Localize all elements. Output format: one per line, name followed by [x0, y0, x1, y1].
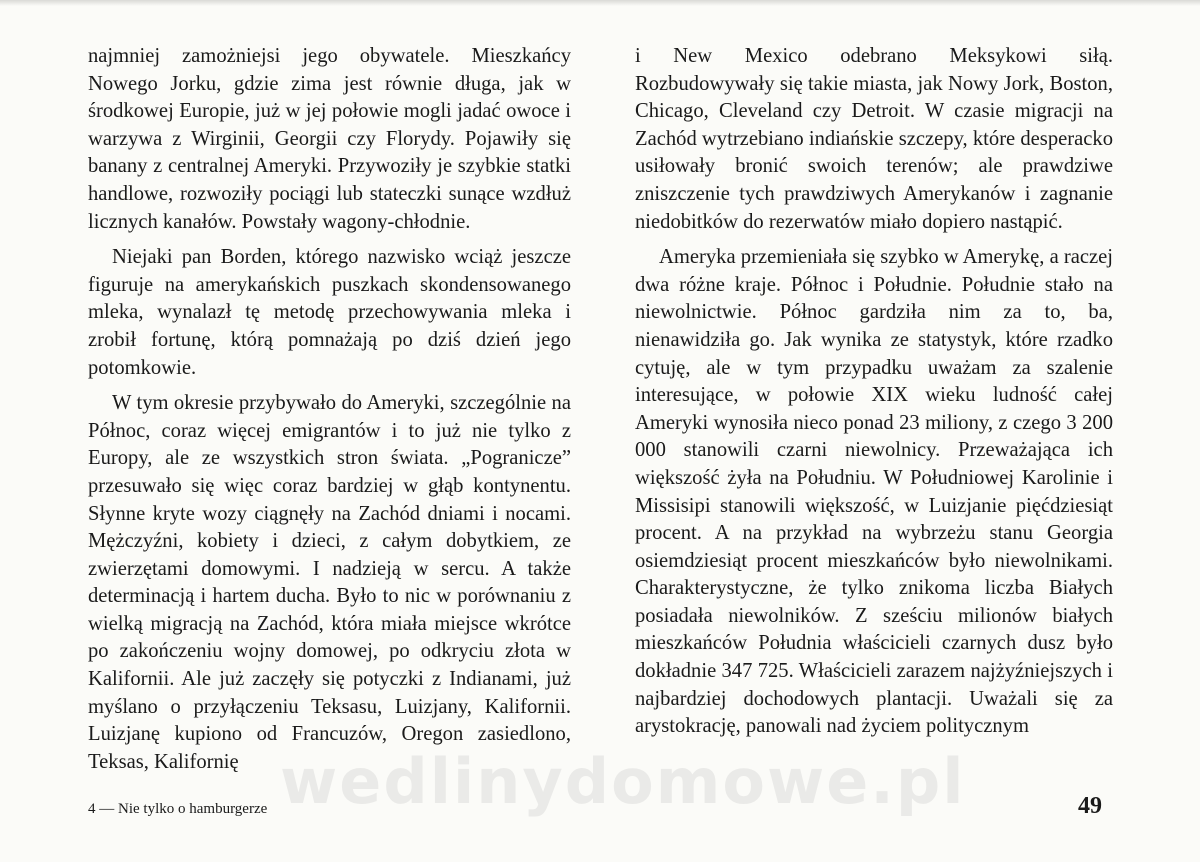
page-number: 49: [1078, 793, 1102, 819]
paragraph: Ameryka przemieniała się szybko w Amerykę, a raczej dwa różne kraje. Północ i Południe. Południe stało na niewolnictwie. Północ gardziła nim za to, ba, nienawidziła go. Jak wynika ze statystyk, które rzadko cytuję, ale w tym przypadku uważam za szalenie interesujące, w połowie XIX wieku ludność całej Ameryki wynosiła nieco ponad 23 miliony, z czego 3 200 000 stanowili czarni niewolnicy. Przeważająca ich większość żyła na Południu. W Południowej Karolinie i Missisipi stanowili większość, w Luizjanie pięćdziesiąt procent. A na przykład na wybrzeżu stanu Georgia osiemdziesiąt procent mieszkańców było niewolnikami. Charakterystyczne, że tylko znikoma liczba Białych posiadała niewolników. Z sześciu milionów białych mieszkańców Południa właścicieli czarnych dusz było dokładnie 347 725. Właścicieli zarazem najżyźniejszych i najbardziej dochodowych plantacji. Uważali się za arystokrację, panowali nad życiem politycznym: [635, 246, 1114, 738]
left-text-column: [88, 43, 571, 784]
paragraph: najmniej zamożniejsi jego obywatele. Mieszkańcy Nowego Jorku, gdzie zima jest równie długa, jak w środkowej Europie, już w jej połowie mogli jadać owoce i warzywa z Wirginii, Georgii czy Florydy. Pojawiły się banany z centralnej Ameryki. Przywoziły je szybkie statki handlowe, rozwoziły pociągi lub stateczki sunące wzdłuż licznych kanałów. Powstały wagony-chłodnie.: [88, 45, 571, 233]
page-top-edge: [0, 0, 1200, 6]
right-text-column: [635, 43, 1113, 749]
paragraph: i New Mexico odebrano Meksykowi siłą. Rozbudowywały się takie miasta, jak Nowy Jork, Boston, Chicago, Cleveland czy Detroit. W czasie migracji na Zachód wytrzebiano indiańskie szczepy, które desperacko usiłowały bronić swoich terenów; ale prawdziwe zniszczenie tych prawdziwych Amerykanów i zagnanie niedobitków do rezerwatów miało dopiero nastąpić.: [635, 45, 1113, 233]
running-footer: 4 — Nie tylko o hamburgerze: [88, 801, 268, 817]
paragraph: Niejaki pan Borden, którego nazwisko wciąż jeszcze figuruje na amerykańskich puszkach skondensowanego mleka, wynalazł tę metodę przechowywania mleka i zrobił fortunę, którą pomnażają po dziś dzień jego potomkowie.: [88, 246, 571, 379]
paragraph: W tym okresie przybywało do Ameryki, szczególnie na Północ, coraz więcej emigrantów i to już nie tylko z Europy, ale ze wszystkich stron świata. „Pogranicze” przesuwało się więc coraz bardziej w głąb kontynentu. Słynne kryte wozy ciągnęły na Zachód dniami i nocami. Mężczyźni, kobiety i dzieci, z całym dobytkiem, ze zwierzętami domowymi. I nadzieją w sercu. A także determinacją i hartem ducha. Było to nic w porównaniu z wielką migracją na Zachód, która miała miejsce wkrótce po zakończeniu wojny domowej, po odkryciu złota w Kalifornii. Ale już zaczęły się potyczki z Indianami, już myślano o przyłączeniu Teksasu, Luizjany, Kalifornii. Luizjanę kupiono od Francuzów, Oregon zasiedlono, Teksas, Kalifornię: [88, 392, 571, 773]
watermark: wedlinydomowe.pl: [280, 745, 966, 818]
